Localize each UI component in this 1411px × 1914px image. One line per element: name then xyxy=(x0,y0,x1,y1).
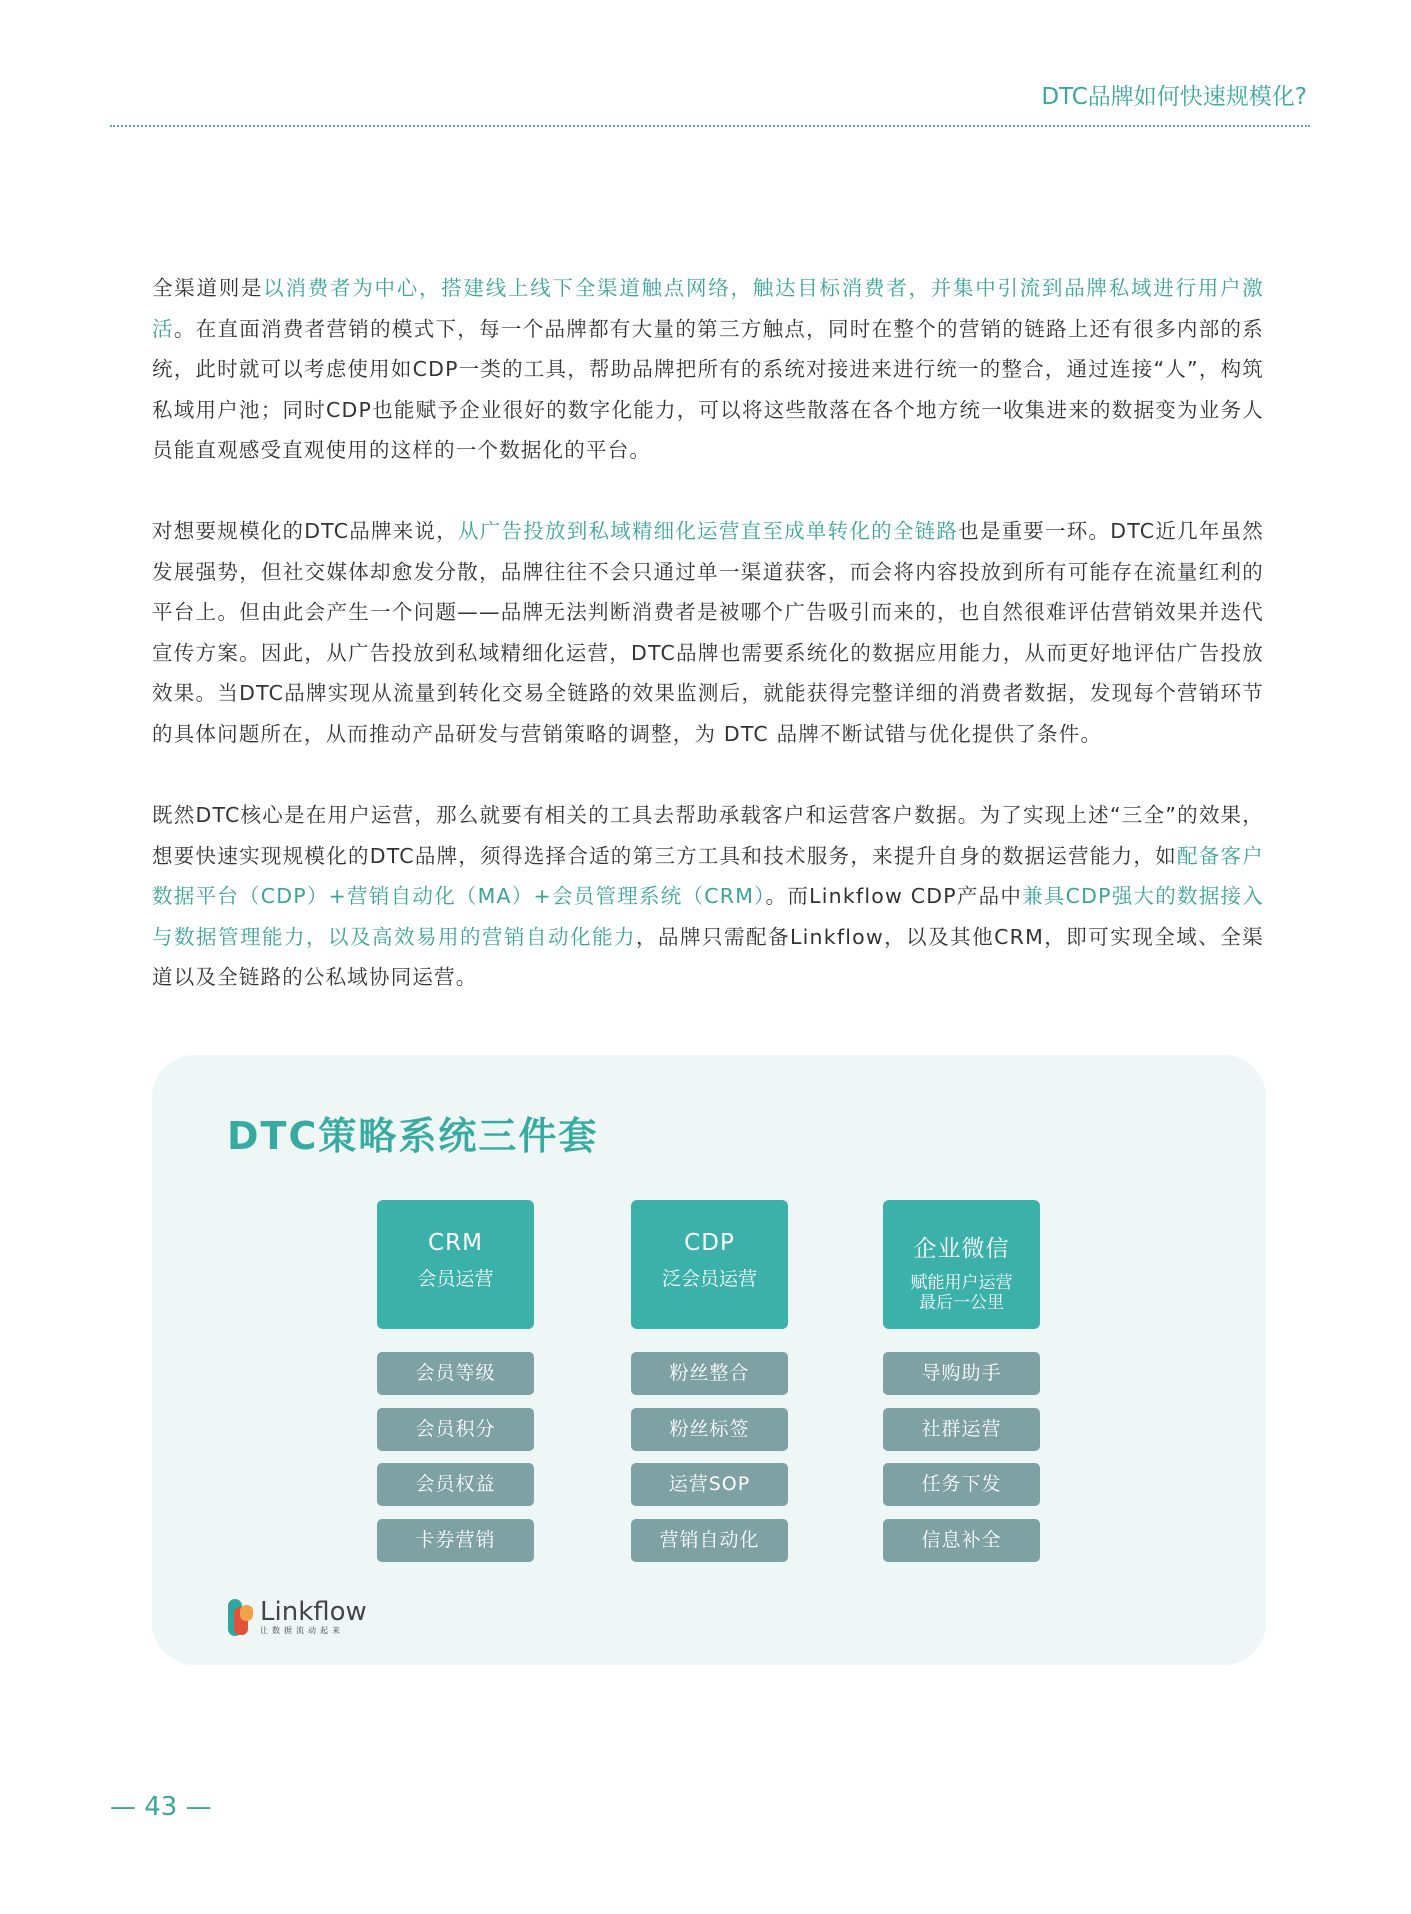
body-text: 对想要规模化的DTC品牌来说， xyxy=(152,519,458,543)
system-name: CDP xyxy=(684,1230,735,1256)
running-header: DTC品牌如何快速规模化? xyxy=(1041,84,1307,110)
feature-item: 会员积分 xyxy=(377,1408,534,1451)
feature-item: 信息补全 xyxy=(883,1519,1040,1562)
feature-item: 运营SOP xyxy=(631,1463,788,1506)
highlighted-text: 兼具CDP强大的数据接入与数据管理能力，以及高效易用的营销自动化能力 xyxy=(152,884,1264,949)
paragraph-full-link xyxy=(152,511,1264,754)
system-card-0 xyxy=(377,1200,534,1329)
system-name: CRM xyxy=(428,1230,483,1256)
paragraph-omnichannel xyxy=(152,268,1264,471)
logo-tagline: 让数据流动起来 xyxy=(260,1626,344,1635)
header-divider xyxy=(110,125,1310,127)
system-card-1 xyxy=(631,1200,788,1329)
body-text: 既然DTC核心是在用户运营，那么就要有相关的工具去帮助承载客户和运营客户数据。为了实现上述“三全”的效果，想要快速实现规模化的DTC品牌，须得选择合适的第三方工具和技术服务，来提升自身的数据运营能力，如 xyxy=(152,803,1264,868)
page-number: — 43 — xyxy=(110,1792,212,1822)
feature-item: 社群运营 xyxy=(883,1408,1040,1451)
highlighted-text: 以消费者为中心，搭建线上线下全渠道触点网络，触达目标消费者，并集中引流到品牌私域进行用户激活 xyxy=(152,276,1265,341)
body-text: 也是重要一环。DTC近几年虽然发展强势，但社交媒体却愈发分散，品牌往往不会只通过单一渠道获客，而会将内容投放到所有可能存在流量红利的平台上。但由此会产生一个问题——品牌无法判断消费者是被哪个广告吸引而来的，也自然很难评估营销效果并迭代宣传方案。因此，从广告投放到私域精细化运营，DTC品牌也需要系统化的数据应用能力，从而更好地评估广告投放效果。当DTC品牌实现从流量到转化交易全链路的效果监测后，就能获得完整详细的消费者数据，发现每个营销环节的具体问题所在，从而推动产品研发与营销策略的调整，为 DTC 品牌不断试错与优化提供了条件。 xyxy=(152,519,1265,746)
system-subtitle: 最后一公里 xyxy=(919,1293,1004,1313)
feature-item: 导购助手 xyxy=(883,1352,1040,1395)
feature-item: 营销自动化 xyxy=(631,1519,788,1562)
body-text: 全渠道则是 xyxy=(152,276,264,300)
feature-item: 粉丝标签 xyxy=(631,1408,788,1451)
paragraph-tools xyxy=(152,795,1264,998)
linkflow-logo-icon xyxy=(228,1599,254,1636)
system-subtitle: 赋能用户运营 xyxy=(910,1273,1013,1293)
body-text: ，品牌只需配备Linkflow，以及其他CRM，即可实现全域、全渠道以及全链路的公私域协同运营。 xyxy=(152,924,1265,989)
system-name: 企业微信 xyxy=(913,1236,1010,1262)
dtc-strategy-diagram xyxy=(152,1055,1266,1665)
system-subtitle: 泛会员运营 xyxy=(661,1268,757,1290)
feature-item: 卡券营销 xyxy=(377,1519,534,1562)
system-card-2 xyxy=(883,1200,1040,1329)
body-text: 。在直面消费者营销的模式下，每一个品牌都有大量的第三方触点，同时在整个的营销的链路上还有很多内部的系统，此时就可以考虑使用如CDP一类的工具，帮助品牌把所有的系统对接进来进行统一的整合，通过连接“人”，构筑私域用户池；同时CDP也能赋予企业很好的数字化能力，可以将这些散落在各个地方统一收集进来的数据变为业务人员能直观感受直观使用的这样的一个数据化的平台。 xyxy=(152,316,1265,462)
feature-item: 任务下发 xyxy=(883,1463,1040,1506)
highlighted-text: 从广告投放到私域精细化运营直至成单转化的全链路 xyxy=(457,519,959,543)
feature-item: 会员权益 xyxy=(377,1463,534,1506)
feature-item: 会员等级 xyxy=(377,1352,534,1395)
system-subtitle: 会员运营 xyxy=(417,1268,494,1290)
logo-name: Linkflow xyxy=(260,1597,367,1627)
highlighted-text: 配备客户数据平台（CDP）+营销自动化（MA）+会员管理系统（CRM） xyxy=(152,843,1264,908)
feature-item: 粉丝整合 xyxy=(631,1352,788,1395)
body-text: 。而Linkflow CDP产品中 xyxy=(765,884,1023,908)
linkflow-logo xyxy=(228,1599,367,1636)
diagram-title: DTC策略系统三件套 xyxy=(227,1114,599,1158)
